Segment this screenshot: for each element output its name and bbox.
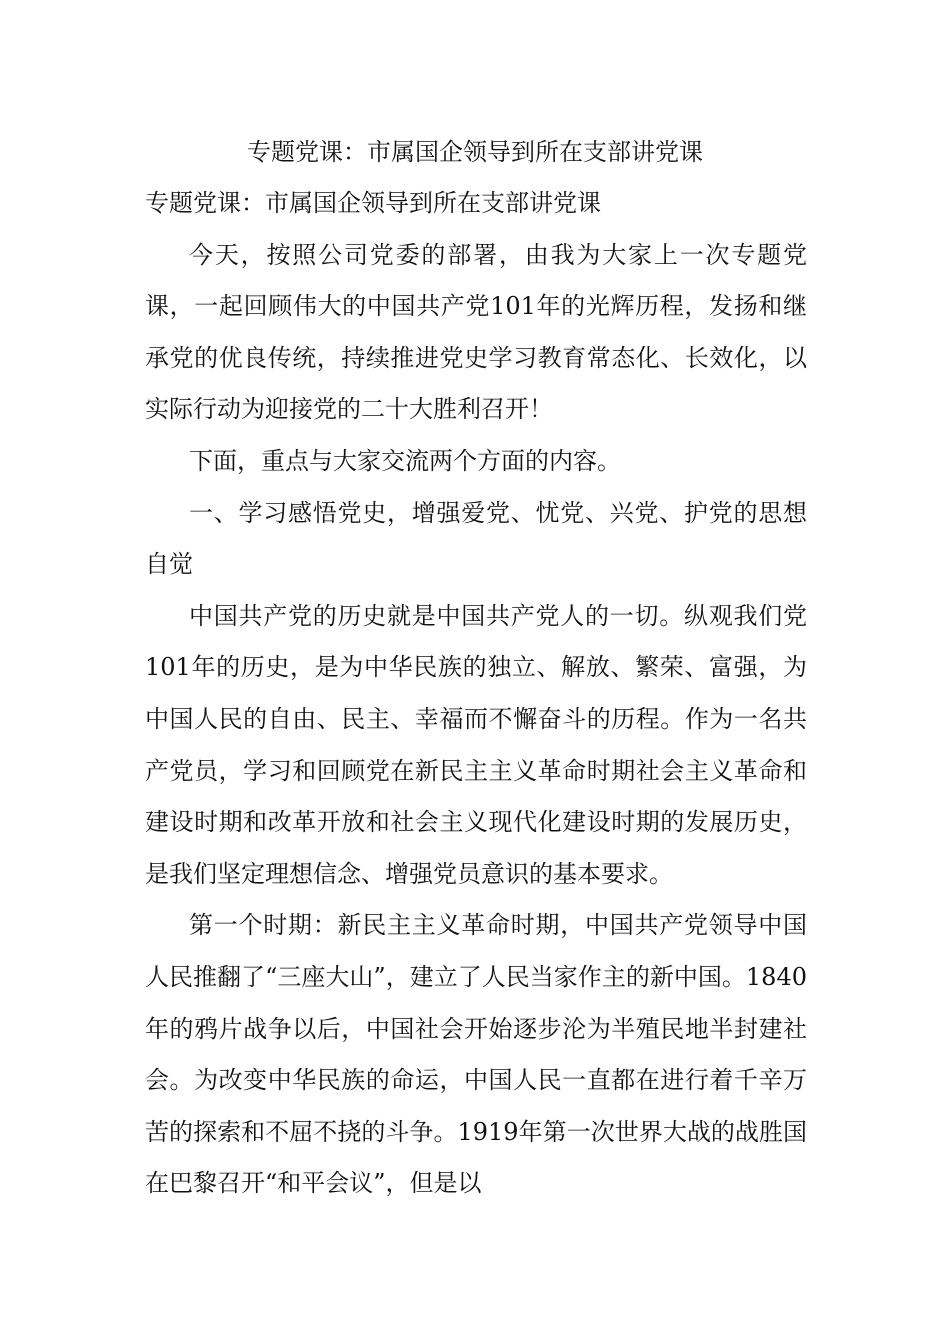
page-title: 专题党课：市属国企领导到所在支部讲党课 [247,138,703,166]
paragraph-period-1: 第一个时期：新民主主义革命时期，中国共产党领导中国人民推翻了“三座大山”，建立了人民当家作主的新中国。1840年的鸦片战争以后，中国社会开始逐步沦为半殖民地半封建社会。为改变中华民族的命运，中国人民一直都在进行着千辛万苦的探索和不屈不挠的斗争。1919年第一次世界大战的战胜国在巴黎召开“和平会议”，但是以 [145,911,807,1198]
paragraph-outline: 下面，重点与大家交流两个方面的内容。 [189,446,621,475]
paragraph-intro: 今天，按照公司党委的部署，由我为大家上一次专题党课，一起回顾伟大的中国共产党101年的光辉历程，发扬和继承党的优良传统，持续推进党史学习教育常态化、长效化，以实际行动为迎接党的二十大胜利召开！ [145,240,807,424]
subtitle-line: 专题党课：市属国企领导到所在支部讲党课 [145,189,601,217]
paragraph-history: 中国共产党的历史就是中国共产党人的一切。纵观我们党101年的历史，是为中华民族的独立、解放、繁荣、富强，为中国人民的自由、民主、幸福而不懈奋斗的历程。作为一名共产党员，学习和回顾党在新民主主义革命时期社会主义革命和建设时期和改革开放和社会主义现代化建设时期的发展历史，是我们坚定理想信念、增强党员意识的基本要求。 [145,601,807,888]
section-heading-1: 一、学习感悟党史，增强爱党、忧党、兴党、护党的思想自觉 [145,498,807,579]
document-body [145,178,807,1210]
